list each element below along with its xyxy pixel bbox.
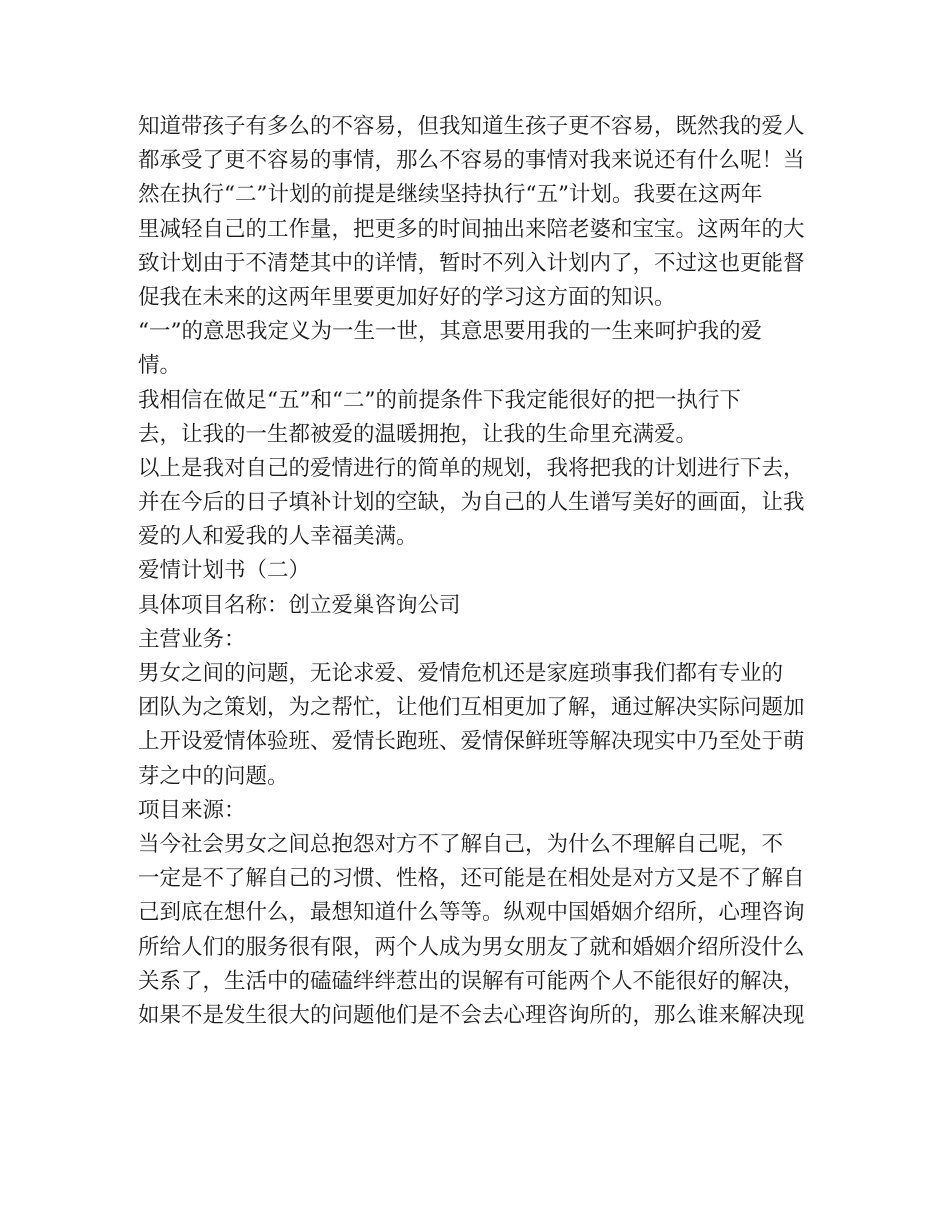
- text-line: 以上是我对自己的爱情进行的简单的规划，我将把我的计划进行下去，: [138, 455, 805, 481]
- text-line: 男女之间的问题，无论求爱、爱情危机还是家庭琐事我们都有专业的: [138, 661, 784, 686]
- text-line: 团队为之策划，为之帮忙，让他们互相更加了解，通过解决实际问题加: [138, 695, 805, 721]
- text-line: 爱的人和爱我的人幸福美满。: [138, 524, 418, 550]
- text-line: 知道带孩子有多么的不容易，但我知道生孩子更不容易，既然我的爱人: [138, 114, 805, 139]
- text-line: 上开设爱情体验班、爱情长跑班、爱情保鲜班等解决现实中乃至处于萌: [138, 729, 805, 755]
- text-line: 关系了，生活中的磕磕绊绊惹出的误解有可能两个人不能很好的解决，: [138, 968, 805, 994]
- text-line: 芽之中的问题。: [138, 763, 289, 789]
- section-heading: 爱情计划书（二）: [138, 558, 311, 584]
- text-line: 促我在未来的这两年里要更加好好的学习这方面的知识。: [138, 284, 676, 310]
- text-line: 我相信在做足“五”和“二”的前提条件下我定能很好的把一执行下: [138, 387, 741, 413]
- text-line: 具体项目名称：创立爱巢咨询公司: [138, 592, 461, 618]
- text-line: 当今社会男女之间总抱怨对方不了解自己，为什么不理解自己呢，不: [138, 831, 784, 857]
- text-line: 如果不是发生很大的问题他们是不会去心理咨询所的，那么谁来解决现: [138, 1002, 805, 1028]
- text-line: 并在今后的日子填补计划的空缺，为自己的人生谱写美好的画面，让我: [138, 490, 805, 516]
- text-line: 都承受了更不容易的事情，那么不容易的事情对我来说还有什么呢！当: [138, 148, 805, 174]
- text-line: “一”的意思我定义为一生一世，其意思要用我的一生来呵护我的爱: [138, 319, 762, 345]
- text-line: 致计划由于不清楚其中的详情，暂时不列入计划内了，不过这也更能督: [138, 250, 805, 276]
- text-line: 己到底在想什么，最想知道什么等等。纵观中国婚姻介绍所，心理咨询: [138, 900, 805, 926]
- text-line: 主营业务：: [138, 626, 246, 652]
- text-line: 去，让我的一生都被爱的温暖拥抱，让我的生命里充满爱。: [138, 421, 698, 447]
- text-line: 里减轻自己的工作量，把更多的时间抽出来陪老婆和宝宝。这两年的大: [138, 216, 805, 242]
- text-line: 所给人们的服务很有限，两个人成为男女朋友了就和婚姻介绍所没什么: [138, 934, 805, 960]
- text-line: 一定是不了解自己的习惯、性格，还可能是在相处是对方又是不了解自: [138, 866, 805, 892]
- text-line: 然在执行“二”计划的前提是继续坚持执行“五”计划。我要在这两年: [138, 182, 763, 208]
- document-body: [138, 110, 818, 1033]
- text-line: 项目来源：: [138, 797, 246, 823]
- text-line: 情。: [138, 353, 182, 379]
